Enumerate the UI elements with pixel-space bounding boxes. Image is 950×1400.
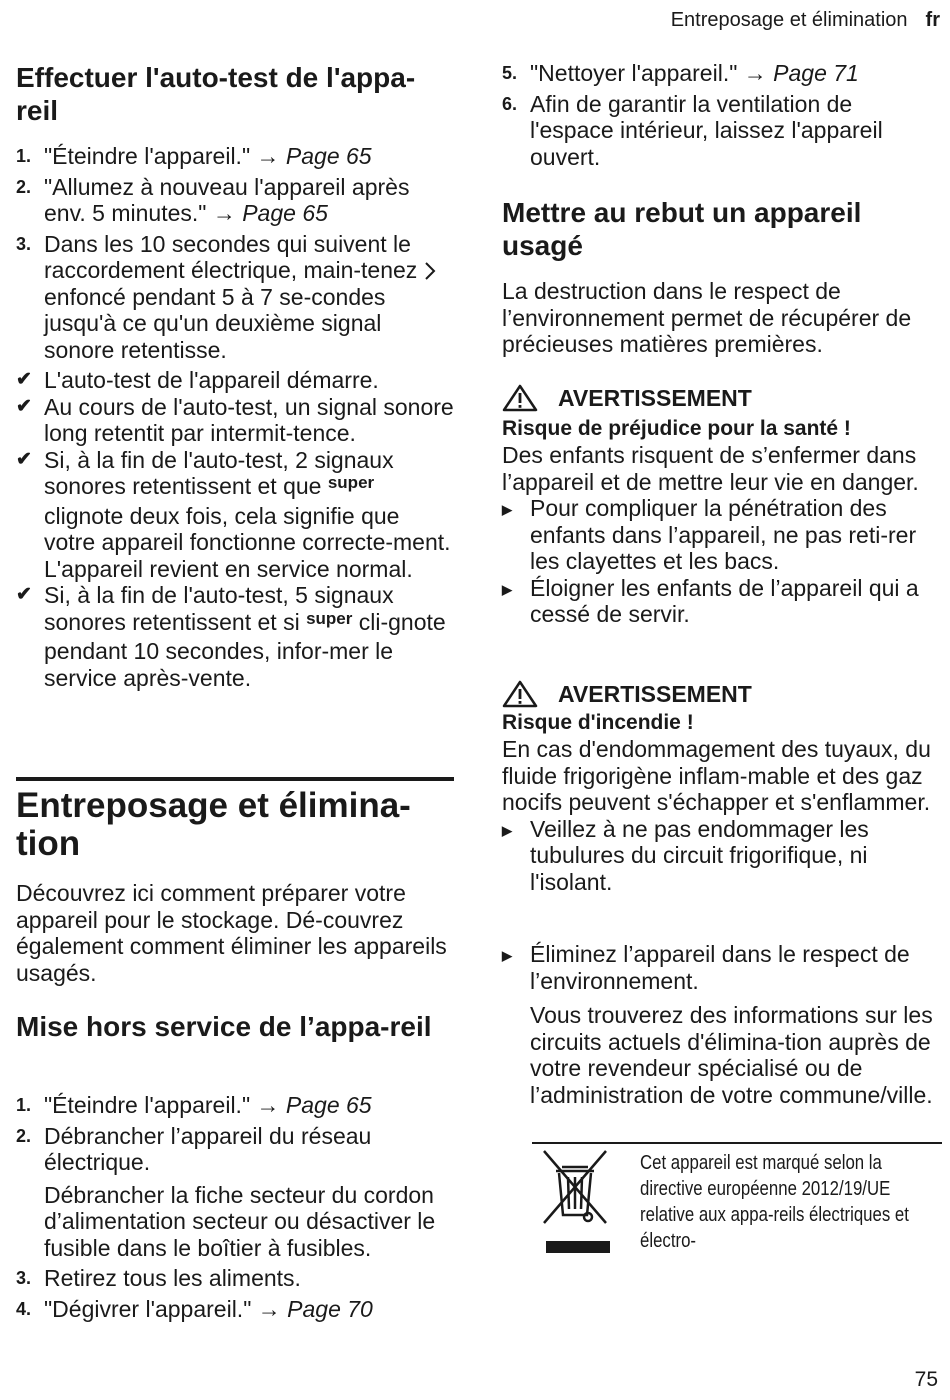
- header-section-title: Entreposage et élimination: [670, 9, 908, 31]
- running-header: [671, 9, 940, 32]
- weee-directive-text: Cet appareil est marqué selon la directive européenne 2012/19/UE relative aux appa-reils électriques et électro-: [640, 1152, 909, 1252]
- warning-triangle-icon: [502, 384, 538, 412]
- super-display-label: super: [306, 608, 353, 628]
- chevron-right-icon: [424, 262, 436, 280]
- continued-steps: [502, 60, 942, 170]
- section-divider: [16, 777, 454, 781]
- storage-intro: Découvrez ici comment préparer votre appareil pour le stockage. Dé-couvrez également comment éliminer les appareils usagés.: [16, 880, 447, 986]
- selftest-heading: Effectuer l'auto-test de l'appa-reil: [16, 62, 416, 126]
- arrow-bullet-icon: ▶: [502, 948, 512, 963]
- page-reference[interactable]: Page 65: [242, 200, 328, 226]
- list-item: 5. "Nettoyer l'appareil." → Page 71: [502, 60, 859, 86]
- eliminate-note: Vous trouverez des informations sur les circuits actuels d'élimina-tion auprès de votre revendeur spécialisé ou de l’administration de votre commune/ville.: [530, 1002, 933, 1108]
- list-item: 4. "Dégivrer l'appareil." → Page 70: [16, 1295, 373, 1322]
- page-reference[interactable]: Page 65: [285, 143, 372, 169]
- checkmark-icon: ✔: [16, 395, 32, 417]
- list-item: ▶ Veillez à ne pas endommager les tubulures du circuit frigorifique, ni l'isolant.: [502, 815, 869, 895]
- arrow-bullet-icon: ▶: [502, 822, 512, 838]
- arrow-bullet-icon: ▶: [502, 502, 512, 517]
- page-number: 75: [914, 1368, 938, 1391]
- warning-fire: [502, 680, 942, 895]
- decommission-steps: [16, 1092, 454, 1322]
- super-display-label: super: [327, 473, 375, 492]
- list-item: 6. Afin de garantir la ventilation de l'espace intérieur, laissez l'appareil ouvert.: [502, 90, 883, 170]
- list-item: ✔ Au cours de l'auto-test, un signal sonore long retentit par intermit-tence.: [16, 393, 454, 446]
- page-reference[interactable]: Page 65: [285, 1092, 372, 1118]
- list-item: ▶ Pour compliquer la pénétration des enfants dans l’appareil, ne pas reti-rer les clayettes et les bacs.: [502, 495, 917, 574]
- list-item: ▶ Éloigner les enfants de l’appareil qui a cessé de servir.: [502, 574, 919, 627]
- checkmark-icon: ✔: [16, 448, 32, 470]
- list-item: ▶ Éliminez l’appareil dans le respect de l’environnement.: [502, 941, 910, 994]
- list-item: 2. Débrancher l’appareil du réseau électrique.: [16, 1122, 372, 1175]
- list-item: ✔ L'auto-test de l'appareil démarre.: [16, 367, 379, 393]
- header-language: fr: [925, 9, 940, 31]
- list-item: ✔ Si, à la fin de l'auto-test, 5 signaux sonores retentissent et si $^{super}$ cli-gnote pendant 10 secondes, infor-mer le service après-vente.: [16, 582, 446, 691]
- disposal-heading: Mettre au rebut un appareil usagé: [502, 197, 862, 261]
- warning-triangle-icon: [502, 680, 538, 708]
- selftest-results: [16, 367, 454, 691]
- list-item: ✔ Si, à la fin de l'auto-test, 2 signaux sonores retentissent et que $^{super}$ clignote deux fois, cela signifie que votre appareil fonctionne correcte-ment. L'appareil revient en service normal.: [16, 446, 451, 582]
- checkmark-icon: ✔: [16, 584, 32, 605]
- storage-heading: Entreposage et élimina-tion: [16, 786, 411, 863]
- list-item: 1. "Éteindre l'appareil." → Page 65: [16, 1092, 372, 1118]
- arrow-bullet-icon: ▶: [502, 581, 512, 597]
- eliminate-instruction: [502, 941, 942, 1108]
- warning-label: AVERTISSEMENT: [502, 384, 942, 412]
- list-item-note: Débrancher la fiche secteur du cordon d’alimentation secteur ou désactiver le fusible dans le boîtier à fusibles.: [44, 1181, 436, 1261]
- page-reference[interactable]: Page 71: [773, 60, 859, 86]
- warning-text: En cas d'endommagement des tuyaux, du fluide frigorigène inflam-mable et des gaz nocifs peuvent s'échapper et s'enflammer.: [502, 736, 931, 815]
- selftest-steps: [16, 143, 454, 363]
- crossed-out-wheelie-bin-icon: [540, 1147, 610, 1257]
- list-item: 2. "Allumez à nouveau l'appareil après env. 5 minutes." → Page 65: [16, 173, 410, 226]
- weee-divider: [532, 1142, 942, 1144]
- warning-label: AVERTISSEMENT: [502, 680, 942, 708]
- checkmark-icon: ✔: [16, 369, 32, 390]
- list-item: 3. Dans les 10 secondes qui suivent le raccordement électrique, main-tenez enfoncé pendant 5 à 7 se-condes jusqu'à ce qu'un deuxième signal sonore retentisse.: [16, 231, 454, 364]
- list-item: 1. "Éteindre l'appareil." → Page 65: [16, 143, 372, 169]
- warning-risk-title: Risque d'incendie !: [502, 711, 694, 734]
- list-item: 3. Retirez tous les aliments.: [16, 1265, 301, 1291]
- page-reference[interactable]: Page 70: [287, 1295, 373, 1322]
- warning-health: [502, 384, 942, 628]
- warning-text: Des enfants risquent de s’enfermer dans l’appareil et de mettre leur vie en danger.: [502, 442, 919, 495]
- disposal-intro: La destruction dans le respect de l’environnement permet de récupérer de précieuses matières premières.: [502, 278, 912, 357]
- decommission-heading: Mise hors service de l’appa-reil: [16, 1011, 432, 1042]
- warning-risk-title: Risque de préjudice pour la santé !: [502, 417, 851, 440]
